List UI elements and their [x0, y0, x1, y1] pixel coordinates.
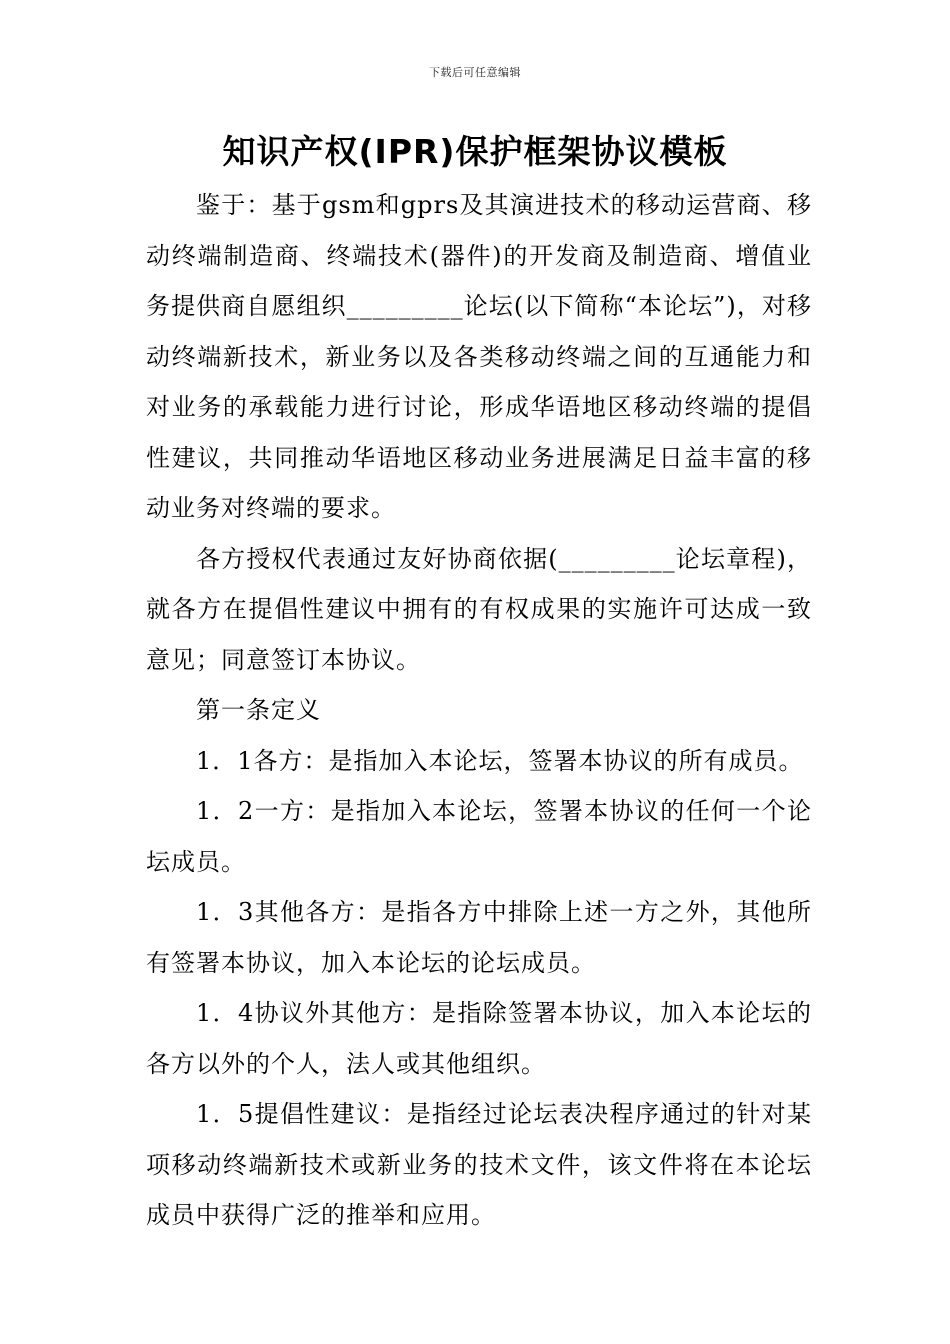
clause-1-2: 1．2一方：是指加入本论坛，签署本协议的任何一个论坛成员。 [146, 797, 812, 876]
document-title: 知识产权(IPR)保护框架协议模板 [222, 132, 728, 171]
section-heading-definitions: 第一条定义 [196, 696, 321, 724]
clause-1-4: 1．4协议外其他方：是指除签署本协议，加入本论坛的各方以外的个人，法人或其他组织。 [146, 999, 812, 1078]
document-body [146, 180, 812, 1241]
paragraph-preamble: 鉴于：基于gsm和gprs及其演进技术的移动运营商、移动终端制造商、终端技术(器件)的开发商及制造商、增值业务提供商自愿组织_________论坛(以下简称“本论坛”)，对移动终端新技术，新业务以及各类移动终端之间的互通能力和对业务的承载能力进行讨论，形成华语地区移动终端的提倡性建议，共同推动华语地区移动业务进展满足日益丰富的移动业务对终端的要求。 [146, 191, 812, 522]
clause-1-5: 1．5提倡性建议：是指经过论坛表决程序通过的针对某项移动终端新技术或新业务的技术文件，该文件将在本论坛成员中获得广泛的推举和应用。 [146, 1100, 812, 1229]
header-note: 下载后可任意编辑 [429, 66, 521, 79]
clause-1-3: 1．3其他各方：是指各方中排除上述一方之外，其他所有签署本协议，加入本论坛的论坛成员。 [146, 898, 812, 977]
paragraph-agreement: 各方授权代表通过友好协商依据(_________论坛章程)，就各方在提倡性建议中拥有的有权成果的实施许可达成一致意见；同意签订本协议。 [146, 544, 812, 674]
clause-1-1: 1．1各方：是指加入本论坛，签署本协议的所有成员。 [196, 746, 804, 775]
